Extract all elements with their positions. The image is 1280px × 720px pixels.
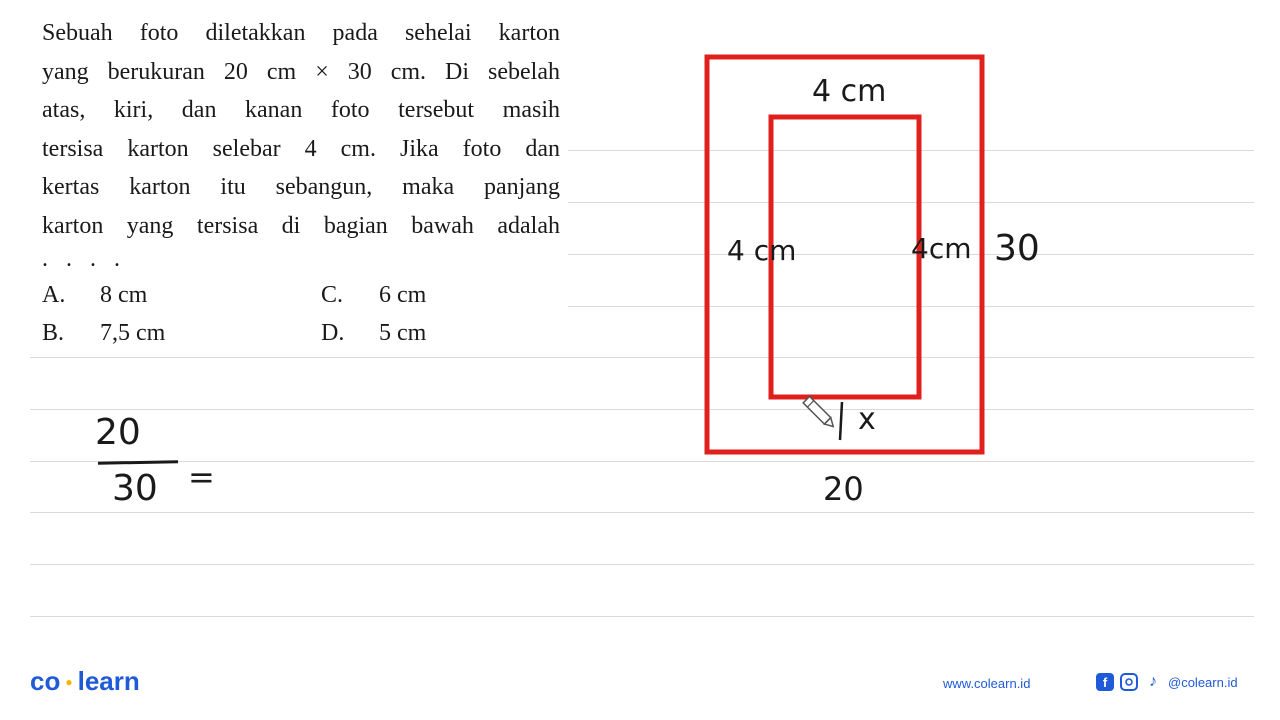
question-ellipsis: . . . . bbox=[42, 246, 126, 272]
option-text: 8 cm bbox=[100, 282, 148, 308]
instagram-icon[interactable] bbox=[1120, 673, 1138, 691]
option-letter: A. bbox=[42, 282, 66, 308]
colearn-logo bbox=[30, 666, 140, 697]
question-line: kertas karton itu sebangun, maka panjang bbox=[42, 174, 560, 200]
question-line: atas, kiri, dan kanan foto tersebut masih bbox=[42, 97, 560, 123]
social-links bbox=[1096, 673, 1238, 691]
label-width: 20 bbox=[823, 470, 864, 508]
option-text: 7,5 cm bbox=[100, 320, 166, 346]
social-handle[interactable]: @colearn.id bbox=[1168, 674, 1238, 690]
logo-text-co: co bbox=[30, 666, 61, 696]
question-line: karton yang tersisa di bagian bawah adalah bbox=[42, 212, 560, 239]
label-left: 4 cm bbox=[727, 234, 797, 267]
label-bottom-x: x bbox=[858, 402, 876, 437]
label-top: 4 cm bbox=[812, 74, 887, 109]
website-link[interactable]: www.colearn.id bbox=[943, 676, 1031, 691]
question-line: yang berukuran 20 cm × 30 cm. Di sebelah bbox=[42, 58, 560, 85]
option-letter: D. bbox=[321, 320, 345, 346]
fraction-equals: = bbox=[188, 458, 215, 496]
question-line: Sebuah foto diletakkan pada sehelai karton bbox=[42, 20, 560, 46]
tiktok-icon[interactable]: ♪ bbox=[1149, 673, 1157, 690]
facebook-icon[interactable]: f bbox=[1096, 673, 1114, 691]
fraction-numerator: 20 bbox=[95, 412, 141, 453]
option-text: 6 cm bbox=[379, 282, 427, 308]
label-right: 4cm bbox=[911, 232, 972, 265]
option-text: 5 cm bbox=[379, 320, 427, 346]
pencil-icon bbox=[803, 396, 836, 429]
option-letter: B. bbox=[42, 320, 65, 346]
bottom-gap-tick bbox=[840, 402, 842, 440]
label-height: 30 bbox=[994, 228, 1040, 269]
question-line: tersisa karton selebar 4 cm. Jika foto dan bbox=[42, 135, 560, 162]
fraction-denominator: 30 bbox=[112, 468, 158, 509]
logo-dot: ● bbox=[65, 674, 73, 689]
option-letter: C. bbox=[321, 282, 344, 308]
logo-text-learn: learn bbox=[77, 666, 140, 696]
